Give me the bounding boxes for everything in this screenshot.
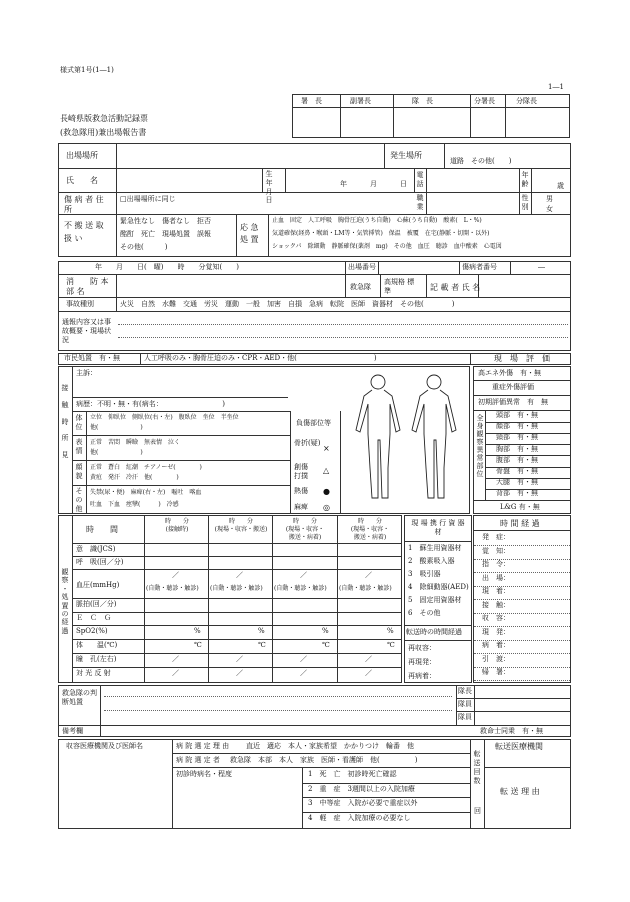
first-aid-1: 止血 固定 人工呼吸 胸骨圧迫(うち自動) 心蘇(うち自動) 酸素( L・%) <box>272 217 482 224</box>
sex-male: 男 <box>546 195 553 203</box>
bp-method: (自動・聴診・触診) <box>339 585 392 592</box>
divider <box>485 433 571 434</box>
history: 病歴：不明・無・有(病名： ) <box>76 400 225 408</box>
abnormal-part: 胸部 有・無 <box>496 444 538 453</box>
role-chief: 署 長 <box>301 97 322 105</box>
severity-item: 3 中等症 入院が必要で重症以外 <box>308 799 418 807</box>
body-front-icon <box>356 375 400 498</box>
field-eval-header: 現 場 評 価 <box>494 354 550 363</box>
celsius-unit: ℃ <box>258 641 266 649</box>
vitals-column-header: 時 分 (現場・収容・ 搬送・病着) <box>285 518 325 541</box>
re-admit: 再収容： <box>408 644 436 652</box>
symbol-double-circle: ◎ <box>323 503 330 512</box>
label-qualification: 高規格 標 準 <box>384 278 422 296</box>
row-divider <box>72 556 402 557</box>
timeline-item: 出 場： <box>482 573 510 582</box>
label-name: 氏 名 <box>66 176 98 185</box>
timeline-divider <box>474 599 570 600</box>
row-divider <box>72 569 402 570</box>
percent-unit: % <box>194 627 201 635</box>
label-dispatch-place: 出場場所 <box>66 151 98 160</box>
row-divider <box>72 667 402 668</box>
birth-year: 年 <box>340 180 347 188</box>
row-divider <box>72 543 402 544</box>
page-number: 1―1 <box>548 83 564 91</box>
label-transfer-hospital: 転送医療機関 <box>495 742 543 751</box>
org-title-2: (救急隊用)兼出場報告書 <box>60 128 147 137</box>
label-complexion: 顔 貌 <box>75 463 83 480</box>
divider <box>302 812 470 813</box>
selectors: 救急隊 本部 本人 家族 医師・看護師 他( ) <box>230 756 418 764</box>
timeline-header: 時 間 経 過 <box>500 519 540 528</box>
crew-member-2: 隊員 <box>458 713 472 721</box>
row-divider <box>72 625 402 626</box>
label-tel: 電話 <box>416 171 424 188</box>
first-aid-2: 気道確保(経鼻・喉頭・LM等・気管挿管) 保温 被覆 在宅(静脈・切開・以外) <box>272 230 490 237</box>
timeline-item: 収 容： <box>482 614 510 622</box>
label-observation: 観 察 ・ 処 置 の 経 過 <box>61 568 69 635</box>
symbol-dot: ● <box>323 487 330 496</box>
symbol-triangle: △ <box>323 466 330 475</box>
bp-method: (自動・聴診・触診) <box>146 585 199 592</box>
label-selector: 病 院 選 定 者 <box>176 756 220 764</box>
timeline-item: 帰 署： <box>482 668 510 676</box>
injury-bruise: 創傷打撲 <box>294 463 308 481</box>
divider <box>302 783 470 784</box>
celsius-unit: ℃ <box>194 641 202 649</box>
label-job: 職業 <box>416 194 424 211</box>
face-2: 他( ) <box>90 449 143 456</box>
body-diagram <box>350 370 466 510</box>
injury-paralysis: 麻痺 <box>294 503 308 511</box>
re-depart: 再現発： <box>408 658 436 666</box>
label-transfer-reason: 転 送 理 由 <box>500 787 540 796</box>
vitals-column-header: 時 分 (現場・収容・搬送) <box>214 518 268 533</box>
first-aid-3: ショックパ 除細動 静脈確保(薬剤 mg) その他 血圧 聴診 血中酸素 心電図 <box>272 243 502 250</box>
celsius-unit: ℃ <box>322 641 330 649</box>
injury-header: 負傷部位等 <box>296 419 331 427</box>
timeline-divider <box>474 626 570 627</box>
slash: ／ <box>365 571 372 579</box>
bp-method: (自動・聴診・触診) <box>274 585 327 592</box>
timeline-item: 現 発： <box>482 627 510 636</box>
role-captain: 隊 長 <box>412 97 433 105</box>
accident-types: 火災 自然 水難 交通 労災 運動 一般 加害 自損 急病 転院 医師 資器材 その他( ) <box>120 300 455 308</box>
timeline-divider <box>474 572 570 573</box>
vitals-row-label: Ｅ Ｃ Ｇ <box>76 614 111 622</box>
slash: ／ <box>365 655 372 663</box>
divider <box>485 444 571 445</box>
label-abnormal-parts: 全身観察異常部位 <box>476 414 484 479</box>
citizen-content: 人工呼吸のみ・胸骨圧迫のみ・CPR・AED・他( ) <box>144 354 377 362</box>
divider <box>485 489 571 490</box>
divider <box>302 797 470 798</box>
slash: ／ <box>236 655 243 663</box>
face-1: 正常 苦悶 瞬瞼 無表情 泣く <box>90 439 181 446</box>
divider <box>485 478 571 479</box>
label-fire-hq: 消 防 本 部 名 <box>66 277 109 297</box>
timeline-item: 現 着： <box>482 587 510 595</box>
citizen-action: 市民処置 有・無 <box>64 354 120 362</box>
injury-fracture: 骨折(疑) <box>294 439 321 447</box>
abnormal-part: 大腿 有・無 <box>496 478 538 487</box>
slash: ／ <box>300 669 307 677</box>
form-number: 様式第1号(1―1) <box>60 66 114 74</box>
row-divider <box>72 653 402 654</box>
slash: ／ <box>172 571 179 579</box>
timeline-item: 病 着： <box>482 641 510 649</box>
re-arrive: 再病着： <box>408 672 436 680</box>
vitals-row-label: SpO2(%) <box>76 627 108 635</box>
label-first-aid: 応 急 処 置 <box>240 223 259 244</box>
label-no-transport: 不 搬 送 取 扱 い <box>64 221 104 243</box>
abnormal-part: 腹部 有・無 <box>496 455 538 464</box>
divider <box>485 422 571 423</box>
times-unit: 回 <box>474 807 481 815</box>
abnormal-part: 頭部 有・無 <box>496 411 538 419</box>
slash: ／ <box>172 669 179 677</box>
same-as-dispatch: □出場場所に同じ <box>120 195 176 203</box>
birth-day: 日 <box>400 180 407 188</box>
slash: ／ <box>236 571 243 579</box>
label-accident-type: 事故種別 <box>66 300 94 308</box>
timeline-item: 発 症： <box>482 533 510 541</box>
label-occur-place: 発生場所 <box>390 151 422 160</box>
equipment-item: 5 固定用資器材 <box>408 596 462 604</box>
high-energy: 高エネ外傷 有・無 <box>478 369 541 377</box>
road-other: 道路 その他( ) <box>450 157 512 165</box>
equipment-item: 6 その他 <box>408 609 441 617</box>
init-abnormal: 初期評価異常 有 無 <box>478 398 548 406</box>
label-transfer-count: 転 送 回 数 <box>473 750 481 786</box>
severity-item: 2 重 症 3週間以上の入院加療 <box>308 784 415 793</box>
label-patient-no: 傷病者番号 <box>462 263 497 271</box>
label-address: 傷 病 者 住 所 <box>64 195 104 215</box>
timeline-item: 引 渡： <box>482 654 510 663</box>
label-remarks: 備考欄 <box>62 727 83 735</box>
load-and-go: L&G 有・無 <box>500 503 540 511</box>
vitals-row-label: 呼 吸(回／分) <box>76 558 124 566</box>
label-ambulance: 救急隊 <box>350 283 371 291</box>
sex-female: 女 <box>546 205 553 213</box>
celsius-unit: ℃ <box>387 641 395 649</box>
label-face: 表 情 <box>75 438 83 455</box>
no-transport-items-3: その他( ) <box>120 243 168 251</box>
label-judgment: 救急隊の判断処置 <box>62 689 97 707</box>
injury-burn: 熱傷 <box>294 487 308 495</box>
timeline-divider <box>474 545 570 546</box>
label-hospital-reason: 病 院 選 定 理 由 <box>176 742 230 750</box>
role-vice-chief: 副署長 <box>350 97 371 105</box>
label-report-content: 通報内容又は事故概要・現場状況 <box>62 318 111 345</box>
vitals-column-header: 時 分 (現場・収容・ 搬送・病着) <box>350 518 390 541</box>
label-contact: 接 触 時 所 見 <box>61 384 69 460</box>
body-back-icon <box>412 375 456 498</box>
date-notice: 年 月 日( 曜) 時 分覚知( ) <box>95 263 239 271</box>
timeline-divider <box>474 653 570 654</box>
label-age: 年齢 <box>521 171 529 188</box>
row-divider <box>72 612 402 613</box>
label-initial-diagnosis: 初診時病名・程度 <box>176 770 232 778</box>
other-1: 失禁(尿・便) 麻痺(右・左) 嘔吐 喀血 <box>90 489 202 496</box>
timeline-item: 接 触： <box>482 600 510 609</box>
abnormal-part: 頸部 有・無 <box>496 433 538 442</box>
equip-header: 現 場 携 行 資 器 材 <box>411 519 465 537</box>
bp-method: (自動・聴診・触診) <box>210 585 263 592</box>
no-transport-items-1: 緊急性なし 傷者なし 拒否 <box>120 217 211 225</box>
position-1: 立位 仰臥位 側臥位(右・左) 腹臥位 坐位 半坐位 <box>90 414 239 421</box>
vitals-row-label: 体 温(℃) <box>76 641 118 649</box>
timeline-item: 覚 知： <box>482 546 510 555</box>
complexion-2: 黄疸 発汗 冷汗 他( ) <box>90 474 179 481</box>
row-divider <box>72 598 402 599</box>
transfer-time: 転送時の時間経過 <box>406 628 462 636</box>
divider <box>485 467 571 468</box>
timeline-item: 指 令： <box>482 560 510 568</box>
equipment-item: 4 除細動器(AED) <box>408 583 469 591</box>
severe-eval: 重症外傷評価 <box>492 383 534 391</box>
abnormal-part: 背部 有・無 <box>496 489 538 498</box>
vitals-row-label: 対 光 反 射 <box>76 669 111 677</box>
equipment-item: 1 蘇生用資器材 <box>408 544 462 552</box>
role-unit-chief: 分隊長 <box>516 97 537 105</box>
position-2: 他( ) <box>90 424 143 431</box>
crew-member-1: 隊員 <box>458 700 472 708</box>
no-transport-items-2: 酩酊 死亡 現場処置 誤報 <box>120 230 211 238</box>
row-divider <box>72 639 402 640</box>
hospital-reasons: 直近 適応 本人・家族希望 かかりつけ 輪番 他 <box>246 742 414 750</box>
slash: ／ <box>365 669 372 677</box>
label-recorder: 記 載 者 氏 名 <box>430 283 481 292</box>
vitals-row-label: 血圧(mmHg) <box>76 581 120 589</box>
label-time: 時 間 <box>86 525 118 534</box>
org-title-1: 長崎県版救急活動記録票 <box>60 114 148 123</box>
percent-unit: % <box>258 627 265 635</box>
abnormal-part: 顔部 有・無 <box>496 422 538 431</box>
crew-captain: 隊長 <box>458 687 472 695</box>
slash: ／ <box>236 669 243 677</box>
symbol-cross: × <box>323 444 330 453</box>
other-2: 吐血 下血 痙攣( ) 冷感 <box>90 501 179 508</box>
patient-no-dash: ― <box>538 263 545 271</box>
equipment-item: 2 酸素吸入器 <box>408 557 455 565</box>
label-other: そ の 他 <box>75 487 83 513</box>
complexion-1: 正常 蒼白 紅潮 チアノーゼ( ) <box>90 464 202 471</box>
equipment-item: 3 吸引器 <box>408 570 441 578</box>
label-birth: 生年月日 <box>265 170 273 205</box>
birth-month: 月 <box>370 180 377 188</box>
divider <box>485 455 571 456</box>
slash: ／ <box>300 571 307 579</box>
slash: ／ <box>300 655 307 663</box>
label-position: 体 位 <box>75 414 83 431</box>
percent-unit: % <box>322 627 329 635</box>
percent-unit: % <box>387 627 394 635</box>
label-sex: 性別 <box>521 194 529 211</box>
label-receiving-hospital: 収容医療機関及び医師名 <box>66 742 143 750</box>
slash: ／ <box>172 655 179 663</box>
timeline-divider <box>474 680 570 681</box>
vitals-row-label: 脈拍(回／分) <box>76 600 117 608</box>
abnormal-part: 骨盤 有・無 <box>496 467 538 475</box>
role-branch-chief: 分署長 <box>474 97 495 105</box>
severity-item: 1 死 亡 初診時死亡確認 <box>308 770 397 778</box>
vitals-row-label: 意 識(JCS) <box>76 545 116 553</box>
vitals-column-header: 時 分 (接触時) <box>164 518 189 533</box>
severity-item: 4 軽 症 入院加療の必要なし <box>308 813 411 822</box>
chief-complaint: 主訴： <box>76 369 97 377</box>
vitals-row-label: 瞳 孔(左右) <box>76 655 117 663</box>
paramedic-onboard: 救命士同乗 有・無 <box>480 727 543 735</box>
label-dispatch-no: 出場番号 <box>348 263 376 271</box>
age-unit: 歳 <box>557 182 564 190</box>
